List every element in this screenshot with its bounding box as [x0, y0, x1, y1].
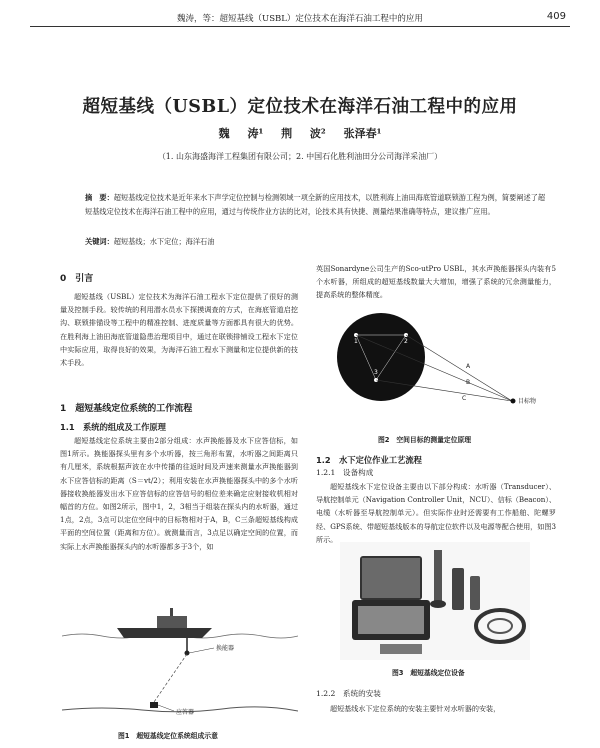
section-1-1-paragraph: 超短基线定位系统主要由2部分组成：水声换能器及水下应答信标，如图1所示。换能器探头里有多个水听器，按三角形布置，水听器之间距离只有几厘米，系统根据声波在水中传播的往返时间及声速来测量水声换能器到水下应答信标的距离（S＝vt/2）；利用安装在水声换能器探头中的多个水听器接收换能器发出水下应答信标的应答信号的相位差来确定应射接收机相对幅首的方位。如图2所示，图中1，2，3相当于组装在探头内的水听器，通过1点，2点，3点可以定位空间中的目标物相对于A，B，C三条超短基线构成平面的空间位置（距离和方位）。就测量而言，3点足以确定空间的位置，而实际上水声换能器探头内的水听器都多于3个，如 [60, 436, 298, 551]
target-point [511, 399, 516, 404]
fig2-point-b: B [466, 379, 471, 386]
transducer-leader [189, 648, 214, 653]
right-paragraph-top: 英国Sonardyne公司生产的Sco-utPro USBL，其水声换能器探头内装有5个水听器，所组成的超短基线数量大大增加，增强了系统的冗余测量能力，提高系统的整体精度。 [316, 264, 556, 300]
accessory-box [380, 644, 422, 654]
section-0-heading: 0 引言 [60, 274, 94, 284]
fig2-target-label: 目标物 [518, 398, 537, 405]
abstract-text: 超短基线定位技术是近年来水下声学定位控制与检测领域一项全新的应用技术，以胜利海上油田海底管道联锁游工程为例，简要阐述了超短基线定位技术在海洋石油工程中的应用，通过与传统作业方法的比对，论技术具有快捷、测量结果准确等特点，建议推广应用。 [85, 193, 546, 216]
keywords-text: 超短基线；水下定位；海洋石油 [113, 237, 215, 246]
keywords [85, 237, 550, 247]
section-1-2-1-heading: 1.2.1 设备构成 [316, 468, 374, 477]
section-1-2-2-heading: 1.2.2 系统的安装 [316, 689, 381, 698]
abstract-label: 摘 要： [85, 193, 114, 202]
figure-1 [62, 606, 298, 724]
figure-3-caption: 图3 超短基线定位设备 [392, 669, 465, 677]
fig2-point-c: C [462, 395, 467, 402]
paper-affiliations: （1. 山东海盛海洋工程集团有限公司；2. 中国石化胜利油田分公司海洋采油厂） [157, 152, 443, 161]
fig2-point-2: 2 [404, 338, 408, 345]
abstract [85, 191, 550, 219]
section-1-2-2-paragraph: 超短基线水下定位系统的安装主要针对水听器的安装， [330, 704, 501, 713]
section-0-paragraph: 超短基线（USBL）定位技术为海洋石油工程水下定位提供了很好的测量及控制手段。较传统的利用潜水员水下探摸调查的方式，在海底管道启挖沟、联锁排锚设等工程中的精准控制、进度质量等方面都具有很大的优势。在胜利海上油田海底管道隐患治理项目中，通过在联锁排铺设工程水下定位中实际应用，取得良好的效果，为海洋石油工程水下测量和定位提供新的技术手段。 [60, 292, 298, 368]
section-1-2-1-paragraph: 超短基线水下定位设备主要由以下部分构成：水听器（Transducer）、导航控制单元（Navigation Controller Unit，NCU）、信标（Beacon）、电缆（水听器至导航控制单元）。但实际作业时还需要有工作船舶、陀螺罗经、GPS系统、带超短基线版本的导航定位软件以及电源等配合使用，如图3所示。 [316, 482, 556, 544]
ship-mast [170, 608, 173, 616]
section-1-heading: 1 超短基线定位系统的工作流程 [60, 404, 193, 414]
section-1-2-heading: 1.2 水下定位作业工艺流程 [316, 455, 422, 465]
ship-cabin [157, 616, 187, 628]
fig2-point-1: 1 [354, 338, 358, 345]
beacon-unit [452, 568, 464, 610]
keywords-label: 关键词： [85, 237, 114, 246]
fig2-point-a: A [466, 363, 471, 370]
beacon-leader [158, 705, 174, 711]
transducer-head [430, 600, 446, 608]
transducer-pole [434, 550, 442, 604]
fig2-point-3: 3 [374, 369, 378, 376]
figure-1-caption: 图1 超短基线定位系统组成示意 [118, 732, 218, 740]
equipment-panel [358, 606, 424, 634]
transducer-head [185, 651, 190, 656]
running-title: 魏涛，等：超短基线（USBL）定位技术在海洋石油工程中的应用 [177, 14, 423, 24]
figure-2-caption: 图2 空间目标的测量定位原理 [378, 436, 472, 444]
section-1-1-heading: 1.1 系统的组成及工作原理 [60, 422, 166, 432]
beacon-unit-2 [470, 576, 480, 610]
fig1-label-beacon: 应答器 [176, 709, 195, 716]
paper-authors: 魏 涛¹ 荆 波² 张泽春¹ [218, 127, 382, 140]
ship-hull [117, 628, 212, 638]
equipment-screen [362, 558, 420, 598]
figure-2-drawing [316, 305, 556, 425]
paper-title: 超短基线（USBL）定位技术在海洋石油工程中的应用 [82, 97, 518, 117]
beacon-body [150, 702, 158, 708]
acoustic-path [154, 654, 187, 702]
transducer-disk [337, 313, 425, 401]
figure-2 [316, 305, 556, 425]
page-number: 409 [546, 11, 566, 22]
figure-3-drawing [340, 542, 530, 660]
figure-3 [340, 542, 530, 660]
fig1-label-transducer: 换能器 [216, 645, 235, 652]
running-header [30, 8, 570, 27]
